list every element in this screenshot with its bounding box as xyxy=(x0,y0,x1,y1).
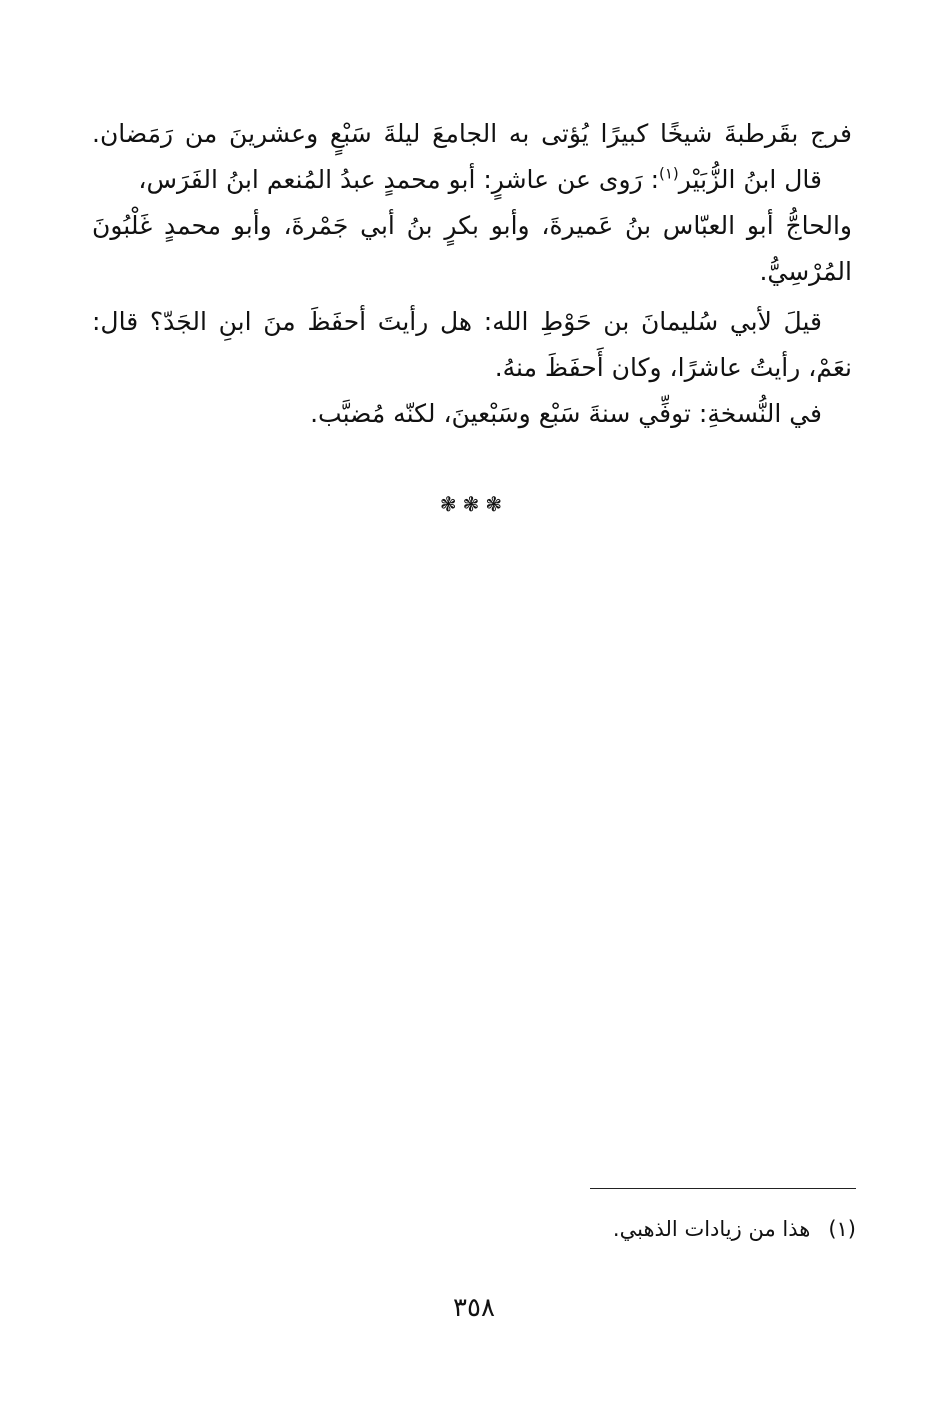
body-line-4: المُرْسِيُّ. xyxy=(759,257,852,286)
footnote-number: (١) xyxy=(828,1217,856,1241)
body-line-2-rest: : رَوى عن عاشرٍ: أبو محمدٍ عبدُ المُنعم ابنُ الفَرَس، xyxy=(138,165,659,194)
section-separator: ❃❃❃ xyxy=(439,492,509,516)
body-line-2-start: قال ابنُ الزُّبَيْر xyxy=(678,165,822,194)
body-line-5: قيلَ لأبي سُليمانَ بن حَوْطِ الله: هل رأيتَ أحفَظَ منَ ابنِ الجَدّ؟ قال: xyxy=(92,307,822,336)
body-line-6: نعَمْ، رأيتُ عاشرًا، وكان أَحفَظَ منهُ. xyxy=(494,353,852,382)
footnote-text: هذا من زيادات الذهبي. xyxy=(612,1217,811,1241)
footnote xyxy=(256,1214,856,1244)
page-number: ٣٥٨ xyxy=(453,1293,495,1323)
body-line-3: والحاجُّ أبو العبّاس بنُ عَميرةَ، وأبو بكرٍ بنُ أبي جَمْرةَ، وأبو محمدٍ غَلْبُونَ xyxy=(92,211,852,240)
body-line-7: في النُّسخةِ: توفِّي سنةَ سَبْع وسَبْعينَ، لكنّه مُضبَّب. xyxy=(310,399,822,428)
body-line-1: فرج بقَرطبةَ شيخًا كبيرًا يُؤتى به الجامعَ ليلةَ سَبْعٍ وعشرينَ من رَمَضان. xyxy=(92,119,852,148)
body-line-2 xyxy=(92,162,852,198)
footnote-divider xyxy=(590,1188,856,1189)
footnote-reference[interactable]: (١) xyxy=(659,164,679,183)
